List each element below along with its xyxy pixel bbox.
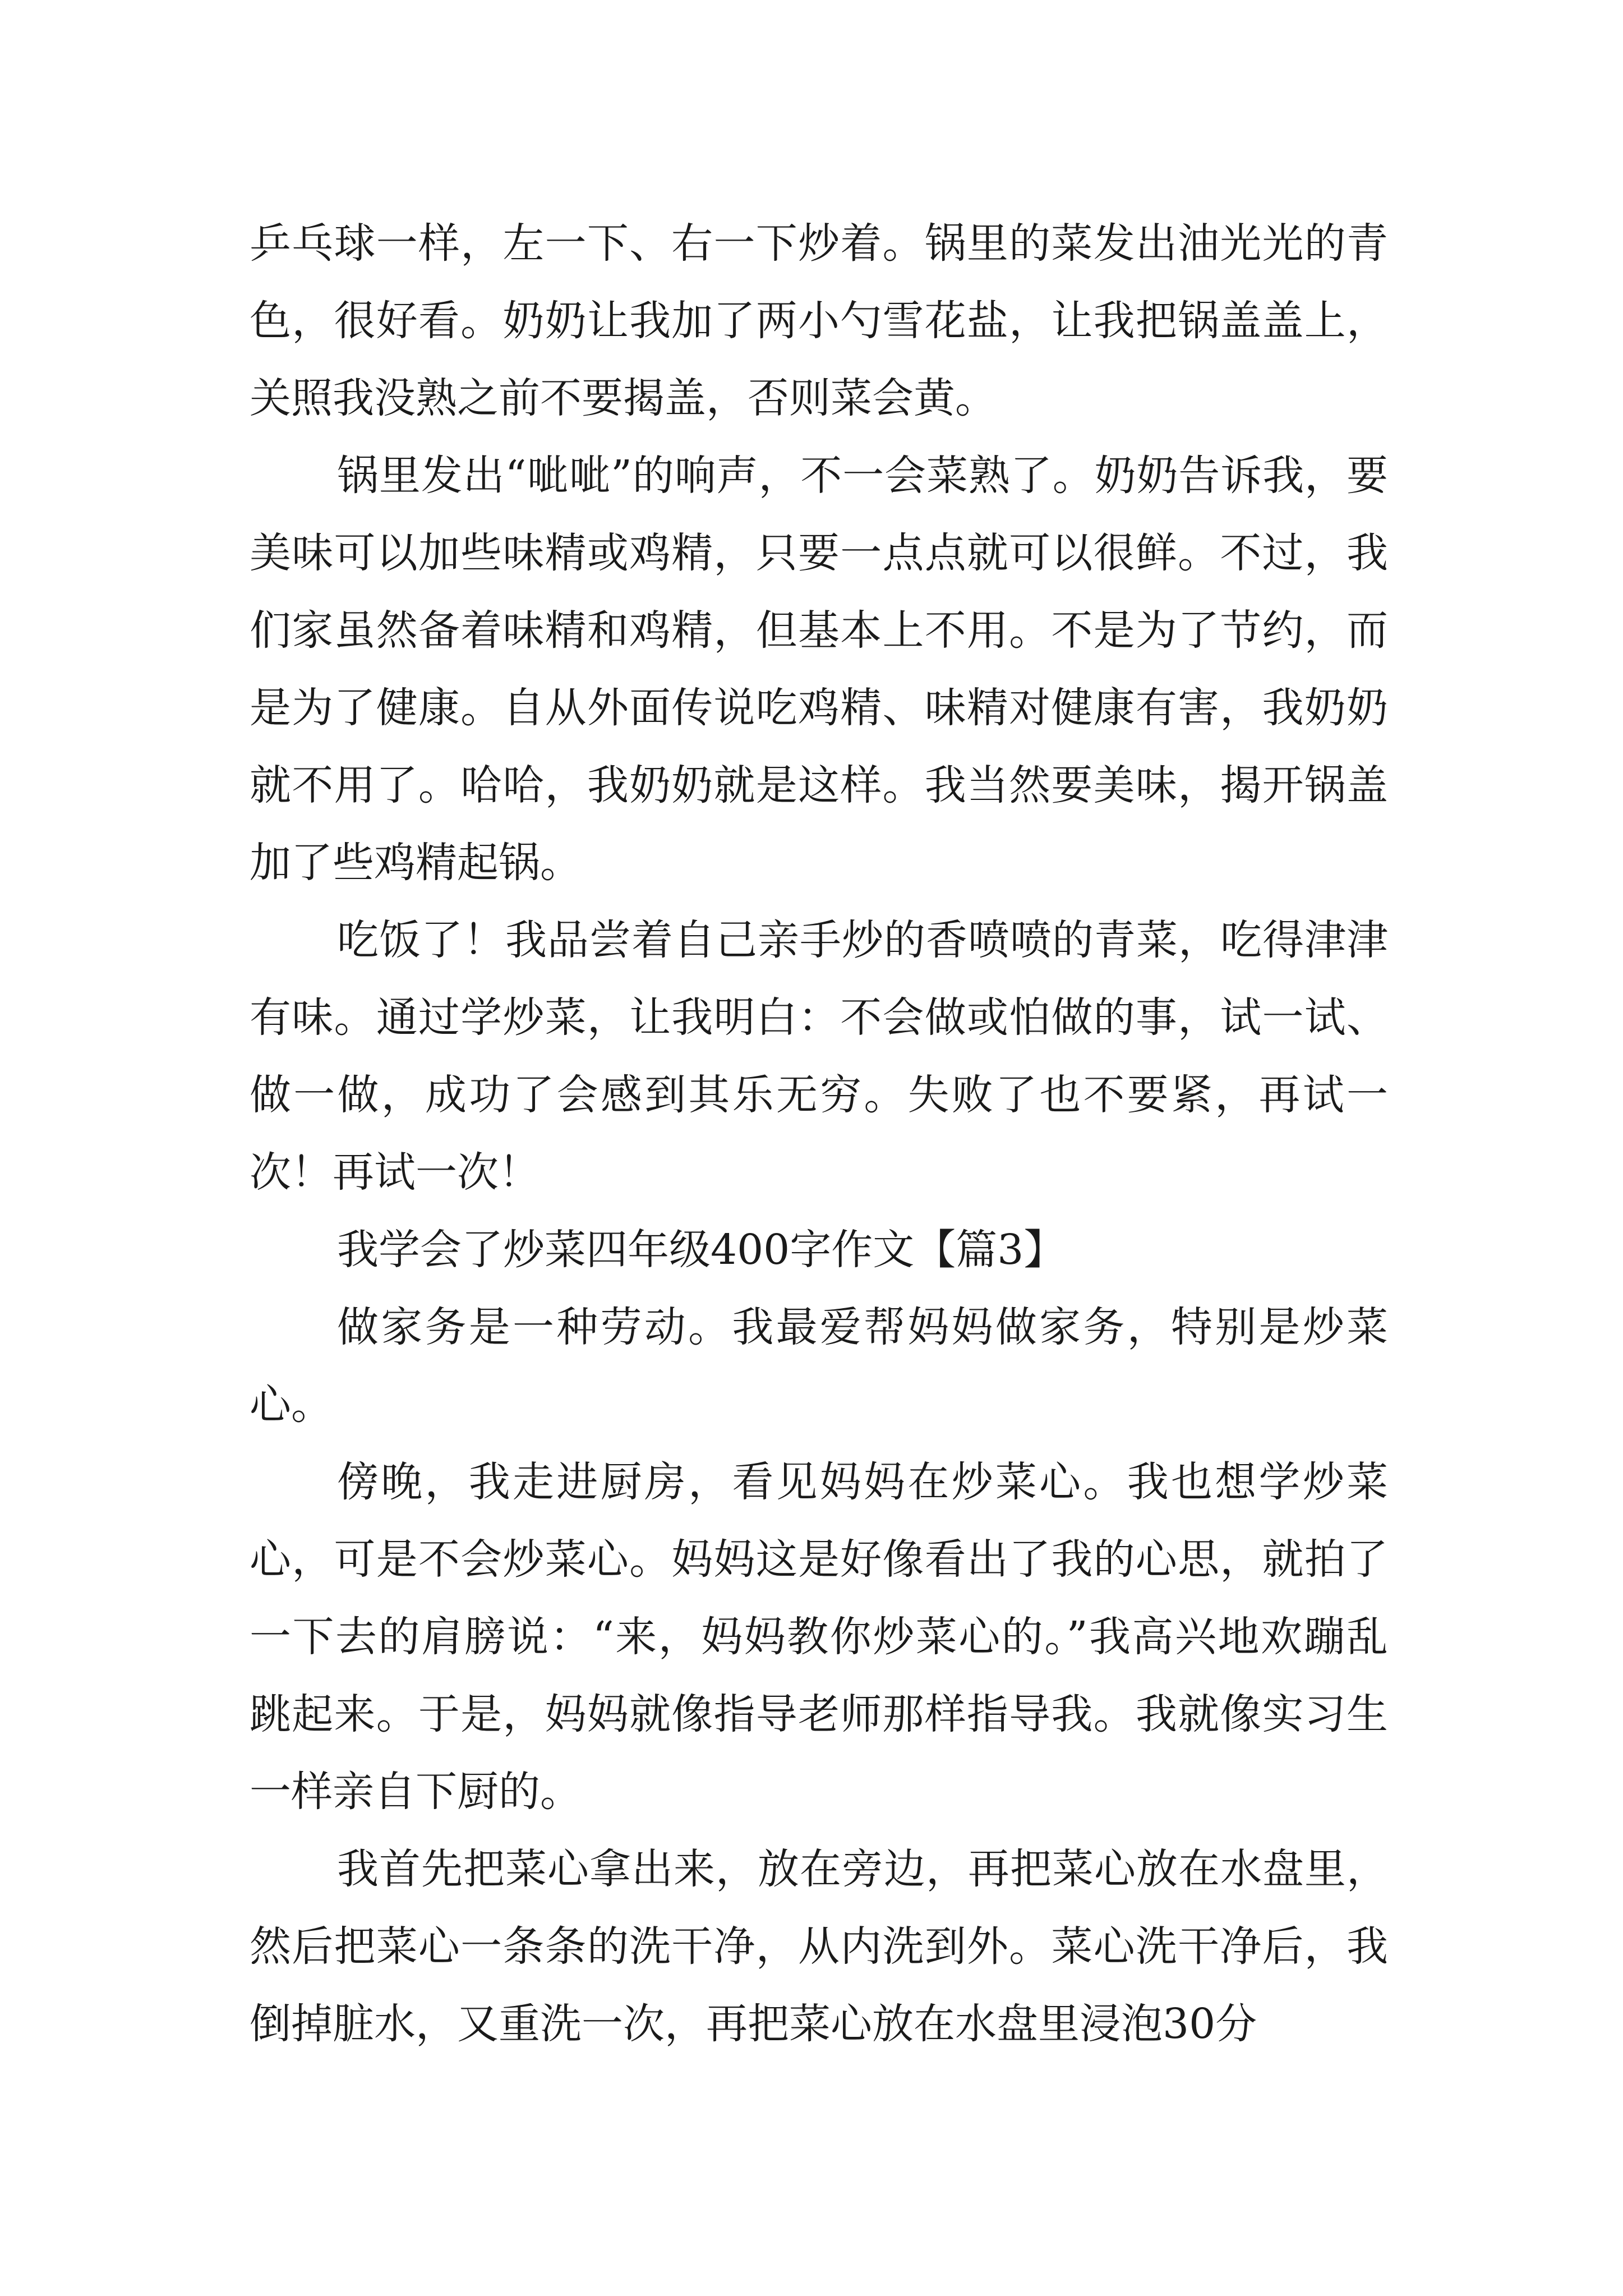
section-heading: 我学会了炒菜四年级400字作文【篇3】 (337, 1226, 1066, 1274)
paragraph-washing: 我首先把菜心拿出来，放在旁边，再把菜心放在水盘里，然后把菜心一条条的洗干净，从内洗到外。菜心洗干净后，我倒掉脏水，又重洗一次，再把菜心放在水盘里浸泡30分 (250, 1845, 1388, 2048)
paragraph-seasoning: 锅里发出“呲呲”的响声，不一会菜熟了。奶奶告诉我，要美味可以加些味精或鸡精，只要一点点就可以很鲜。不过，我们家虽然备着味精和鸡精，但基本上不用。不是为了节约，而是为了健康。自从外面传说吃鸡精、味精对健康有害，我奶奶就不用了。哈哈，我奶奶就是这样。我当然要美味，揭开锅盖加了些鸡精起锅。 (250, 452, 1388, 887)
document-body (250, 205, 1388, 2063)
paragraph-continued: 乒乓球一样，左一下、右一下炒着。锅里的菜发出油光光的青色，很好看。奶奶让我加了两小勺雪花盐，让我把锅盖盖上，关照我没熟之前不要揭盖，否则菜会黄。 (250, 219, 1388, 422)
paragraph-housework: 做家务是一种劳动。我最爱帮妈妈做家务，特别是炒菜心。 (250, 1303, 1388, 1429)
paragraph-evening: 傍晚，我走进厨房，看见妈妈在炒菜心。我也想学炒菜心，可是不会炒菜心。妈妈这是好像看出了我的心思，就拍了一下去的肩膀说：“来，妈妈教你炒菜心的。”我高兴地欢蹦乱跳起来。于是，妈妈就像指导老师那样指导我。我就像实习生一样亲自下厨的。 (250, 1458, 1388, 1816)
paragraph-conclusion: 吃饭了！我品尝着自己亲手炒的香喷喷的青菜，吃得津津有味。通过学炒菜，让我明白：不会做或怕做的事，试一试、做一做，成功了会感到其乐无穷。失败了也不要紧，再试一次！再试一次！ (250, 916, 1388, 1197)
